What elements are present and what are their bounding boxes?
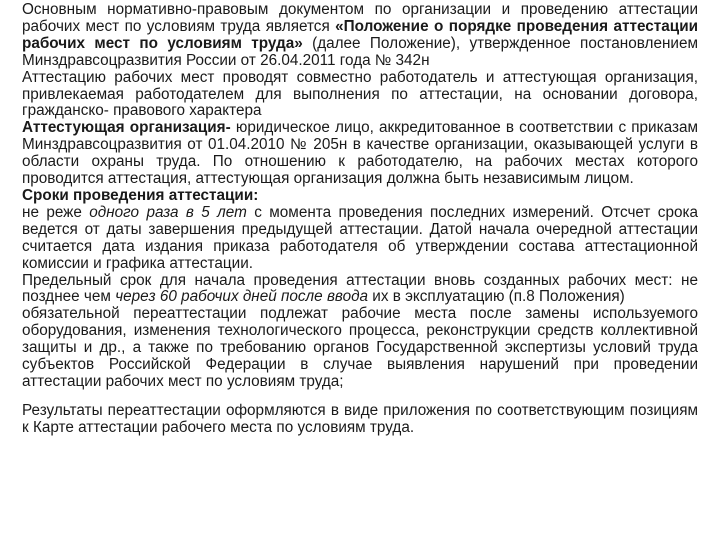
paragraph-frequency <box>22 205 698 273</box>
paragraph-certifying-organization <box>22 120 698 188</box>
paragraph-text: Предельный срок для начала проведения аттестации вновь созданных рабочих мест: не позднее чем <box>22 271 698 306</box>
paragraph-text: обязательной переаттестации подлежат рабочие места после замены используемого оборудования, изменения технологического процесса, реконструкции средств коллективной защиты и др., а также по требованию органов Государственной экспертизы условий труда субъектов Российской Федерации в случае выявления нарушений при проведении аттестации рабочих мест по условиям труда; <box>22 305 698 390</box>
paragraph-text: юридическое лицо, аккредитованное в соответствии с приказам Минздравсоцразвития от 01.04.2010 № 205н в качестве организации, оказывающей услуги в области охраны труда. По отношению к работодателю, на рабочих местах которого проводится аттестация, аттестующая организация должна быть независимым лицом. <box>22 119 699 188</box>
term-heading: Аттестующая организация- <box>22 119 231 137</box>
paragraph-text: Основным нормативно-правовым документом по организации и проведению аттестации рабочих мест по условиям труда является <box>22 1 698 35</box>
section-heading: Сроки проведения аттестации: <box>22 186 259 204</box>
paragraph-new-workplaces <box>22 273 698 307</box>
emphasis-text: через 60 рабочих дней после ввода <box>115 288 369 306</box>
paragraph-recertification-results <box>22 403 698 437</box>
paragraph-joint-certification <box>22 70 698 121</box>
paragraph-text: их в эксплуатацию (п.8 Положения) <box>368 288 625 306</box>
regulation-title: «Положение о порядке проведения аттестации рабочих мест по условиям труда» <box>22 17 698 52</box>
paragraph-text: (далее Положение), утвержденное постановлением Минздравсоцразвития России от 26.04.2011 года № 342н <box>22 34 698 69</box>
paragraph-text: с момента проведения последних измерений. Отсчет срока ведется от даты завершения предыдущей аттестации. Датой начала очередной аттестации считается дата издания приказа работодателя об утверждении состава аттестационной комиссии и графика аттестации. <box>22 203 698 272</box>
paragraph-mandatory-recertification <box>22 306 698 391</box>
paragraph-normative-document <box>22 2 698 70</box>
paragraph-text: Аттестацию рабочих мест проводят совместно работодатель и аттестующая организация, привлекаемая работодателем для выполнения по аттестации, на основании договора, гражданско- правового характера <box>22 68 698 120</box>
paragraph-text: Результаты переаттестации оформляются в виде приложения по соответствующим позициям к Карте аттестации рабочего места по условиям труда. <box>22 401 698 436</box>
paragraph-text: не реже <box>22 203 90 221</box>
emphasis-text: одного раза в 5 лет <box>89 203 247 221</box>
section-heading-deadlines <box>22 188 698 205</box>
